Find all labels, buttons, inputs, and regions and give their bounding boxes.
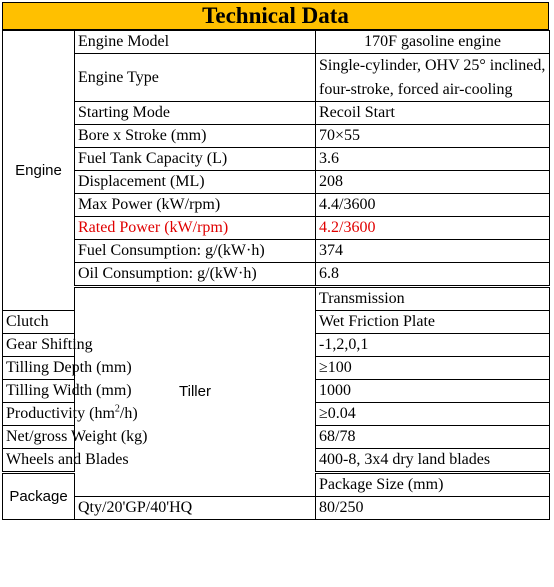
table-row: [3, 102, 550, 125]
row-label: Engine Model: [75, 31, 316, 54]
row-value: 400-8, 3x4 dry land blades: [316, 449, 550, 473]
row-value: Single-cylinder, OHV 25° inclined, four-stroke, forced air-cooling: [316, 54, 550, 102]
page-title: Technical Data: [2, 2, 549, 30]
row-label: Qty/20'GP/40'HQ: [75, 497, 316, 520]
row-label: Transmission: [316, 287, 550, 311]
row-value: ≥100: [316, 357, 550, 380]
table-row: [3, 125, 550, 148]
row-label: Wheels and Blades: [3, 449, 75, 473]
row-value: 4.4/3600: [316, 194, 550, 217]
row-label: Bore x Stroke (mm): [75, 125, 316, 148]
table-row: [3, 240, 550, 263]
row-value: 3.6: [316, 148, 550, 171]
row-value: 374: [316, 240, 550, 263]
table-row: [3, 54, 550, 102]
row-label-suffix: /h): [119, 405, 138, 422]
spec-table: [2, 30, 550, 520]
table-row: [3, 497, 550, 520]
row-label: Net/gross Weight (kg): [3, 426, 75, 449]
row-label: Package Size (mm): [316, 473, 550, 497]
row-value: 4.2/3600: [316, 217, 550, 240]
row-label: [3, 403, 138, 426]
group-label-engine: Engine: [3, 31, 75, 311]
row-value: Recoil Start: [316, 102, 550, 125]
row-value: 170F gasoline engine: [316, 31, 550, 54]
row-label: Oil Consumption: g/(kW·h): [75, 263, 316, 287]
table-row: [3, 171, 550, 194]
row-value: 1000: [316, 380, 550, 403]
row-label: Rated Power (kW/rpm): [75, 217, 316, 240]
table-row: [3, 31, 550, 54]
row-label: Gear Shifting: [3, 334, 75, 357]
row-value: Wet Friction Plate: [316, 311, 550, 334]
row-label: Max Power (kW/rpm): [75, 194, 316, 217]
row-value: 80/250: [316, 497, 550, 520]
row-label-text: Productivity (hm: [6, 405, 115, 422]
row-label: Displacement (ML): [75, 171, 316, 194]
row-label: Tilling Width (mm): [3, 380, 75, 403]
row-value: 208: [316, 171, 550, 194]
row-value: ≥0.04: [316, 403, 550, 426]
table-row: [3, 217, 550, 240]
row-label-superscript: 2: [114, 403, 120, 415]
row-label: Starting Mode: [75, 102, 316, 125]
table-row: [3, 148, 550, 171]
table-row: [3, 287, 550, 311]
row-value: 68/78: [316, 426, 550, 449]
row-label: Tilling Depth (mm): [3, 357, 75, 380]
row-value: -1,2,0,1: [316, 334, 550, 357]
group-label-package: Package: [3, 473, 75, 520]
group-label-tiller: Tiller: [75, 287, 316, 497]
table-row: [3, 194, 550, 217]
table-row: [3, 263, 550, 287]
row-label: Clutch: [3, 311, 75, 334]
row-label: Fuel Consumption: g/(kW·h): [75, 240, 316, 263]
row-value: 6.8: [316, 263, 550, 287]
row-value: 70×55: [316, 125, 550, 148]
row-label: Fuel Tank Capacity (L): [75, 148, 316, 171]
row-label: Engine Type: [75, 54, 316, 102]
